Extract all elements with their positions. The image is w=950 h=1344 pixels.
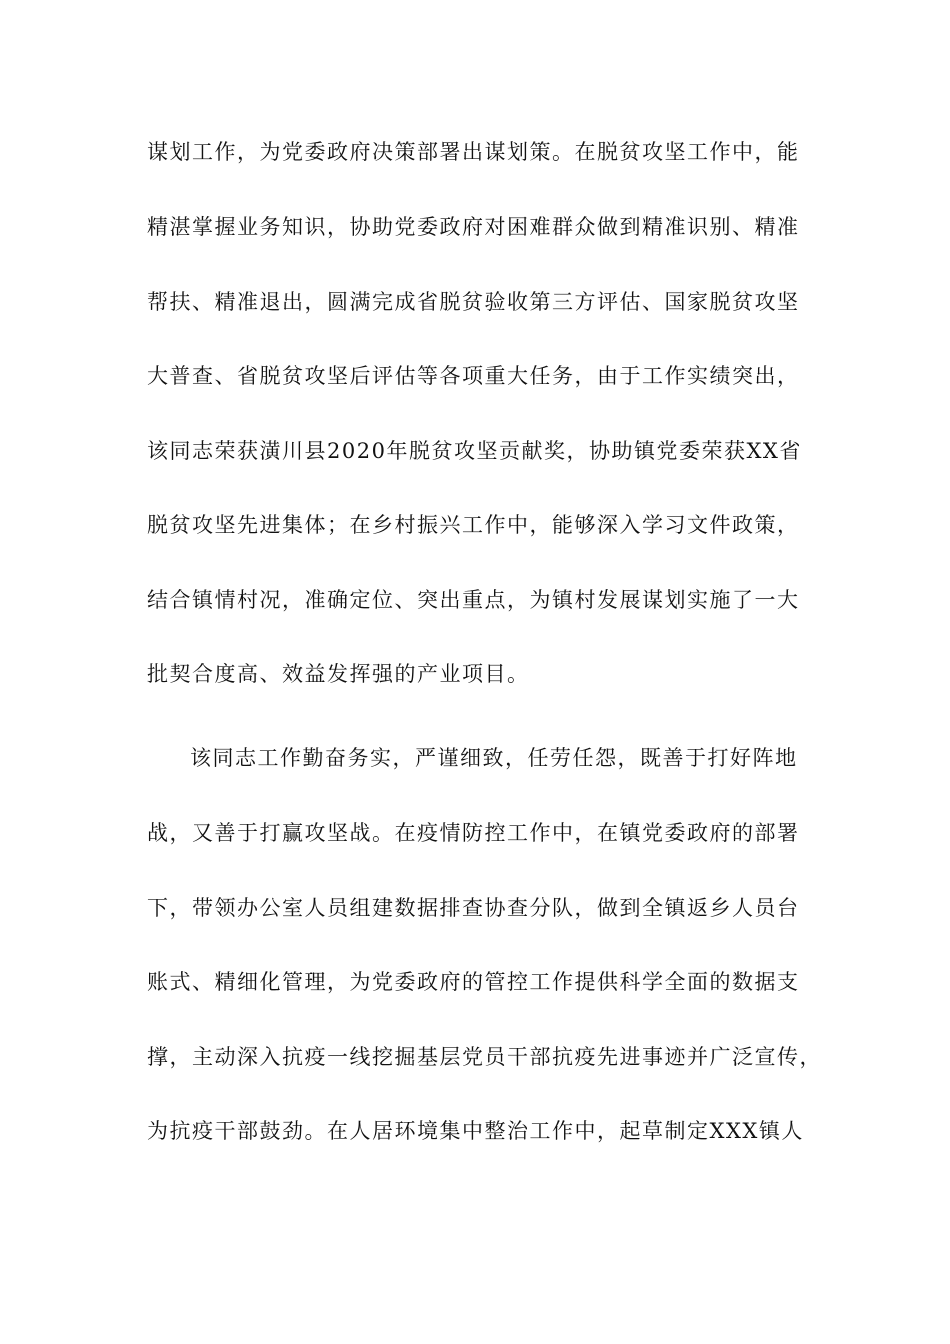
paragraph-1-line-3: 帮扶、精准退出，圆满完成省脱贫验收第三方评估、国家脱贫攻坚 (147, 290, 800, 314)
paragraph-2-line-4: 账式、精细化管理，为党委政府的管控工作提供科学全面的数据支 (147, 970, 800, 994)
paragraph-1-line-1: 谋划工作，为党委政府决策部署出谋划策。在脱贫攻坚工作中，能 (147, 140, 800, 164)
paragraph-1-line-8: 批契合度高、效益发挥强的产业项目。 (147, 662, 530, 686)
paragraph-1-line-7: 结合镇情村况，准确定位、突出重点，为镇村发展谋划实施了一大 (147, 588, 800, 612)
paragraph-2-line-2: 战，又善于打赢攻坚战。在疫情防控工作中，在镇党委政府的部署 (147, 821, 800, 845)
paragraph-1-line-6: 脱贫攻坚先进集体；在乡村振兴工作中，能够深入学习文件政策， (147, 513, 800, 537)
paragraph-2-line-6: 为抗疫干部鼓劲。在人居环境集中整治工作中，起草制定XXX镇人 (147, 1119, 804, 1143)
paragraph-2-line-5: 撑，主动深入抗疫一线挖掘基层党员干部抗疫先进事迹并广泛宣传， (147, 1045, 822, 1069)
paragraph-1-line-2: 精湛掌握业务知识，协助党委政府对困难群众做到精准识别、精准 (147, 215, 800, 239)
paragraph-2-line-3: 下，带领办公室人员组建数据排查协查分队，做到全镇返乡人员台 (147, 896, 800, 920)
paragraph-2-line-1: 该同志工作勤奋务实，严谨细致，任劳任怨，既善于打好阵地 (190, 746, 798, 770)
paragraph-1-line-5: 该同志荣获潢川县2020年脱贫攻坚贡献奖，协助镇党委荣获XX省 (147, 439, 802, 463)
paragraph-1-line-4: 大普查、省脱贫攻坚后评估等各项重大任务，由于工作实绩突出， (147, 364, 800, 388)
